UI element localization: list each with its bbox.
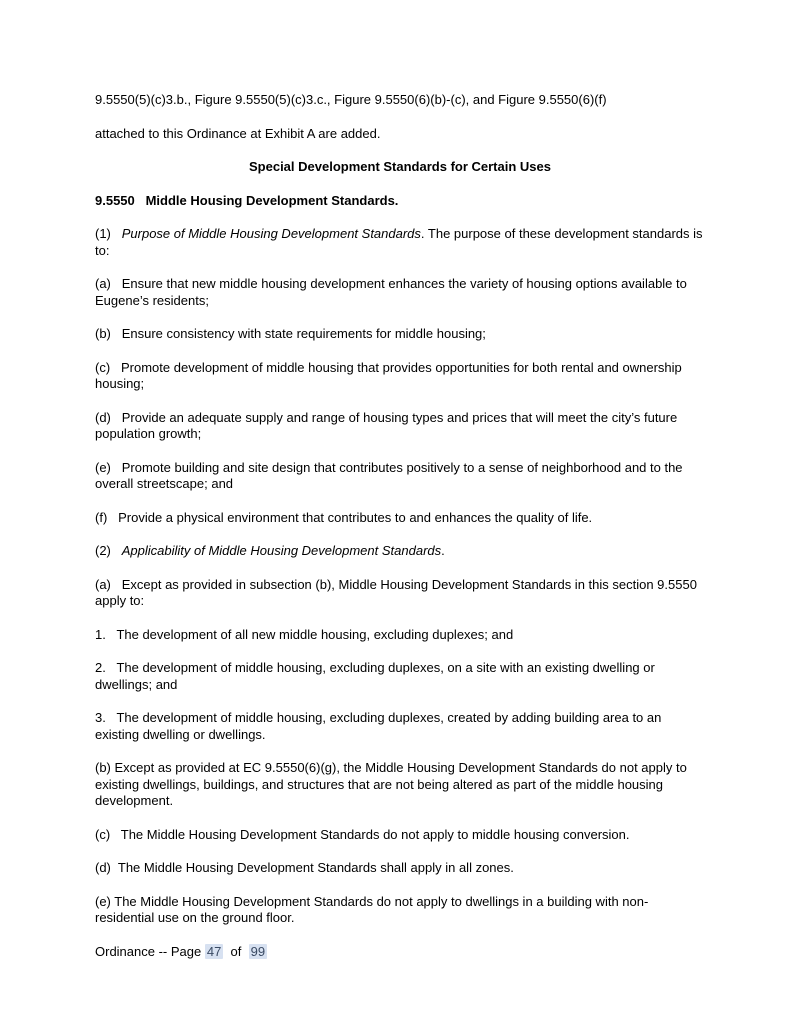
paragraph-1-title: Purpose of Middle Housing Development Standards [121, 226, 421, 241]
section-heading: 9.5550 Middle Housing Development Standards. [95, 192, 399, 208]
page-total-field: 99 [250, 943, 266, 959]
center-heading: Special Development Standards for Certain Uses [249, 159, 551, 174]
paragraph-1-rest: . The purpose of these development standards is to: [95, 226, 707, 258]
applicability-item-c: (c) The Middle Housing Development Standards do not apply to middle housing conversion. [95, 826, 630, 842]
paragraph-2-number: (2) [95, 543, 122, 558]
intro-line-2: attached to this Ordinance at Exhibit A are added. [95, 125, 381, 141]
purpose-item-d: (d) Provide an adequate supply and range of housing types and prices that will meet the city’s future population growth; [95, 409, 681, 441]
purpose-item-f: (f) Provide a physical environment that contributes to and enhances the quality of life. [95, 509, 593, 525]
paragraph-1 [95, 226, 705, 259]
applicability-item-e: (e) The Middle Housing Development Standards do not apply to dwellings in a building with non-residential use on the ground floor. [95, 893, 649, 925]
footer-prefix: Ordinance -- Page [95, 943, 205, 959]
paragraph-2 [95, 543, 705, 560]
paragraph-1-number: (1) [95, 226, 122, 241]
purpose-item-b: (b) Ensure consistency with state requirements for middle housing; [95, 326, 486, 341]
applicability-item-b: (b) Except as provided at EC 9.5550(6)(g), the Middle Housing Development Standards do not apply to existing dwellings, buildings, and structures that are not being altered as part of the middle housing development. [95, 760, 691, 808]
applicability-item-a: (a) Except as provided in subsection (b), Middle Housing Development Standards in this section 9.5550 apply to: [95, 576, 701, 608]
numbered-item-1: 1. The development of all new middle housing, excluding duplexes; and [95, 626, 514, 642]
numbered-item-3: 3. The development of middle housing, excluding duplexes, created by adding building area to an existing dwelling or dwellings. [95, 710, 665, 742]
footer-of-label: of [223, 943, 249, 959]
purpose-item-c: (c) Promote development of middle housing that provides opportunities for both rental and ownership housing; [95, 359, 686, 391]
page-footer [95, 944, 705, 961]
purpose-item-a: (a) Ensure that new middle housing development enhances the variety of housing options available to Eugene’s residents; [95, 276, 691, 308]
paragraph-2-rest: . [441, 543, 445, 558]
intro-line-1: 9.5550(5)(c)3.b., Figure 9.5550(5)(c)3.c., Figure 9.5550(6)(b)-(c), and Figure 9.5550(6)(f) [95, 92, 607, 107]
purpose-item-e: (e) Promote building and site design that contributes positively to a sense of neighborhood and to the overall streetscape; and [95, 459, 687, 491]
page-number-field: 47 [206, 943, 222, 959]
numbered-item-2: 2. The development of middle housing, excluding duplexes, on a site with an existing dwelling or dwellings; and [95, 660, 659, 692]
paragraph-2-title: Applicability of Middle Housing Development Standards [121, 543, 442, 558]
applicability-item-d: (d) The Middle Housing Development Standards shall apply in all zones. [95, 860, 514, 875]
